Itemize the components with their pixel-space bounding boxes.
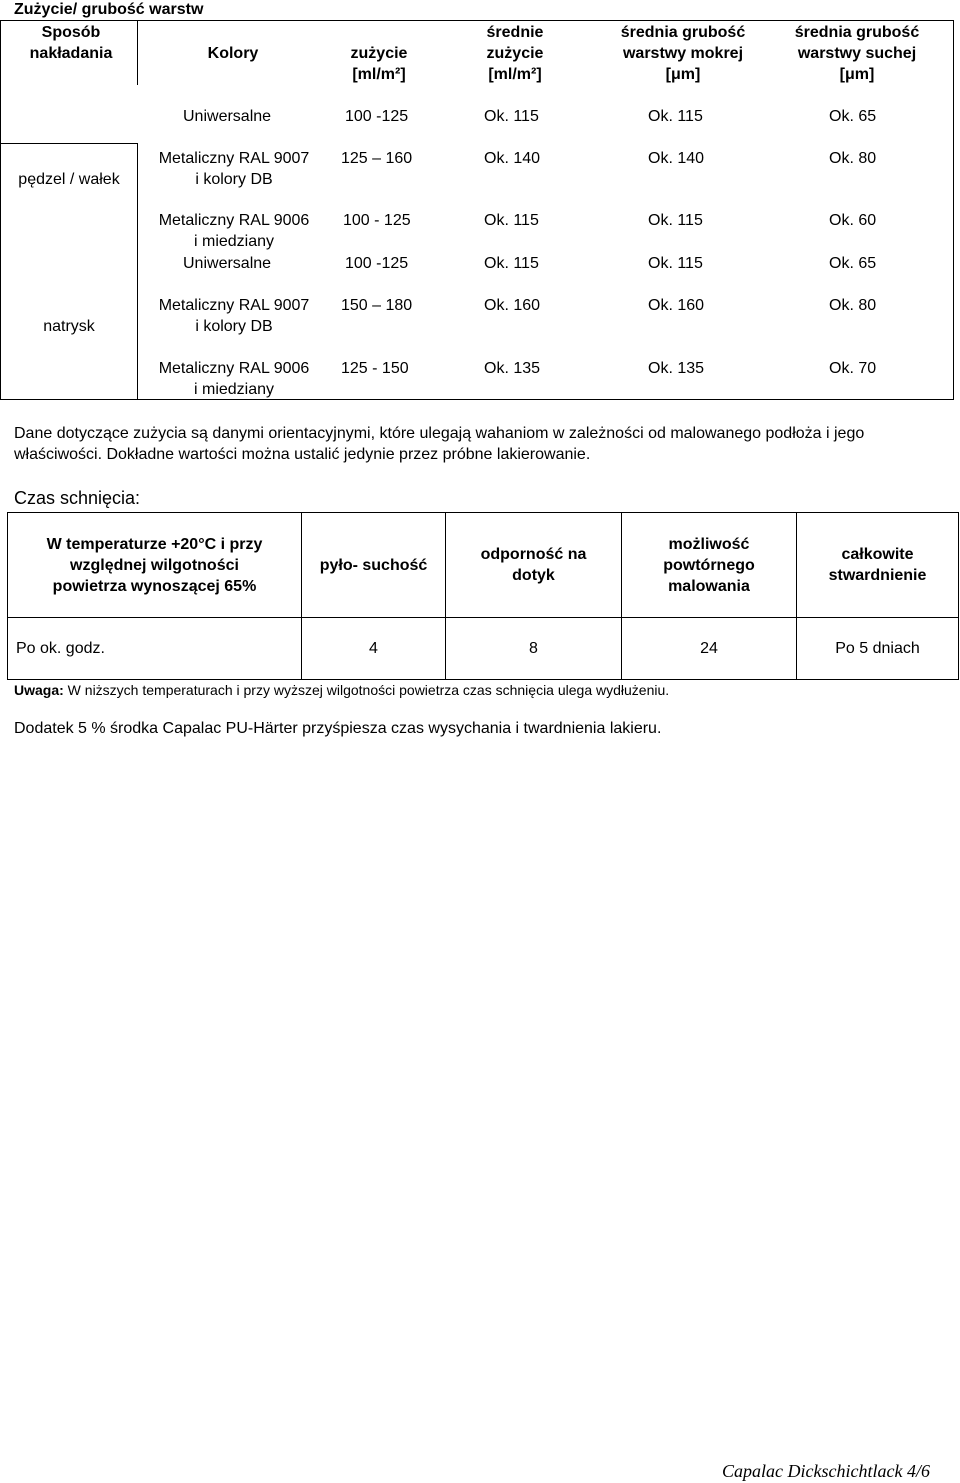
row-avg: Ok. 115 [484, 108, 539, 125]
row-usage: 100 -125 [345, 255, 409, 272]
value-dust-dry: 4 [369, 639, 378, 657]
warning-note [14, 681, 669, 699]
row-usage: 100 -125 [345, 108, 409, 125]
method-brush-roller: pędzel / wałek [18, 171, 120, 188]
page-footer: Capalac Dickschichtlack 4/6 [722, 1461, 930, 1481]
header-avg-usage: średnie zużycie [ml/m²] [486, 24, 544, 83]
row-wet: Ok. 115 [648, 108, 703, 125]
additive-note: Dodatek 5 % środka Capalac PU-Härter przyśpiesza czas wysychania i twardnienia lakieru. [14, 720, 662, 737]
row-dry: Ok. 65 [829, 255, 877, 272]
header-conditions: W temperaturze +20°C i przy względnej wilgotności powietrza wynoszącej 65% [46, 535, 263, 595]
row-wet: Ok. 115 [648, 212, 703, 229]
row-avg: Ok. 160 [484, 297, 541, 314]
row-usage: 125 – 160 [341, 150, 413, 167]
row-color: Uniwersalne [183, 108, 272, 125]
row-avg: Ok. 115 [484, 255, 539, 272]
warning-label: Uwaga: [14, 682, 64, 698]
row-color: Uniwersalne [183, 255, 272, 272]
usage-note: Dane dotyczące zużycia są danymi orientacyjnymi, które ulegają wahaniom w zależności od malowanego podłoża i jego właściwości. Dokładne wartości można ustalić jedynie przez próbne lakierowanie. [14, 425, 865, 463]
row-usage: 125 - 150 [341, 360, 409, 377]
row-wet: Ok. 135 [648, 360, 705, 377]
row-dry: Ok. 65 [829, 108, 877, 125]
row-label: Po ok. godz. [16, 639, 105, 657]
method-row-divider [1, 143, 137, 144]
row-usage: 150 – 180 [341, 297, 413, 314]
method-spray: natrysk [43, 318, 95, 335]
row-wet: Ok. 140 [648, 150, 705, 167]
section-title: Zużycie/ grubość warstw [14, 1, 204, 18]
header-usage: zużycie [ml/m²] [350, 45, 408, 83]
row-wet: Ok. 115 [648, 255, 703, 272]
row-dry: Ok. 60 [829, 212, 877, 229]
row-avg: Ok. 135 [484, 360, 541, 377]
row-color: Metaliczny RAL 9006 i miedziany [158, 360, 310, 398]
row-avg: Ok. 115 [484, 212, 539, 229]
header-wet: średnia grubość warstwy mokrej [μm] [620, 24, 746, 83]
drying-title: Czas schnięcia: [14, 488, 141, 508]
value-touch-dry: 8 [529, 639, 538, 657]
row-wet: Ok. 160 [648, 297, 705, 314]
drying-table [7, 512, 959, 680]
header-full-cure: całkowite stwardnienie [828, 546, 927, 584]
method-column-divider [137, 143, 138, 399]
row-dry: Ok. 70 [829, 360, 877, 377]
header-method: Sposób nakładania [29, 24, 113, 62]
header-colors: Kolory [207, 45, 259, 62]
usage-table [0, 20, 954, 400]
row-dry: Ok. 80 [829, 297, 877, 314]
value-full-cure: Po 5 dniach [835, 639, 920, 657]
row-avg: Ok. 140 [484, 150, 541, 167]
value-recoat: 24 [700, 639, 718, 657]
header-divider [137, 21, 138, 85]
row-usage: 100 - 125 [343, 212, 411, 229]
warning-text: W niższych temperaturach i przy wyższej wilgotności powietrza czas schnięcia ulega wydłużeniu. [63, 682, 670, 698]
header-touch-dry: odporność na dotyk [480, 546, 587, 584]
row-color: Metaliczny RAL 9007 i kolory DB [158, 297, 310, 335]
header-dust-dry: pyło- suchość [319, 556, 428, 574]
row-color: Metaliczny RAL 9007 i kolory DB [158, 150, 310, 188]
row-color: Metaliczny RAL 9006 i miedziany [158, 212, 310, 250]
header-dry: średnia grubość warstwy suchej [μm] [794, 24, 920, 83]
row-dry: Ok. 80 [829, 150, 877, 167]
header-recoat: możliwość powtórnego malowania [663, 535, 755, 595]
